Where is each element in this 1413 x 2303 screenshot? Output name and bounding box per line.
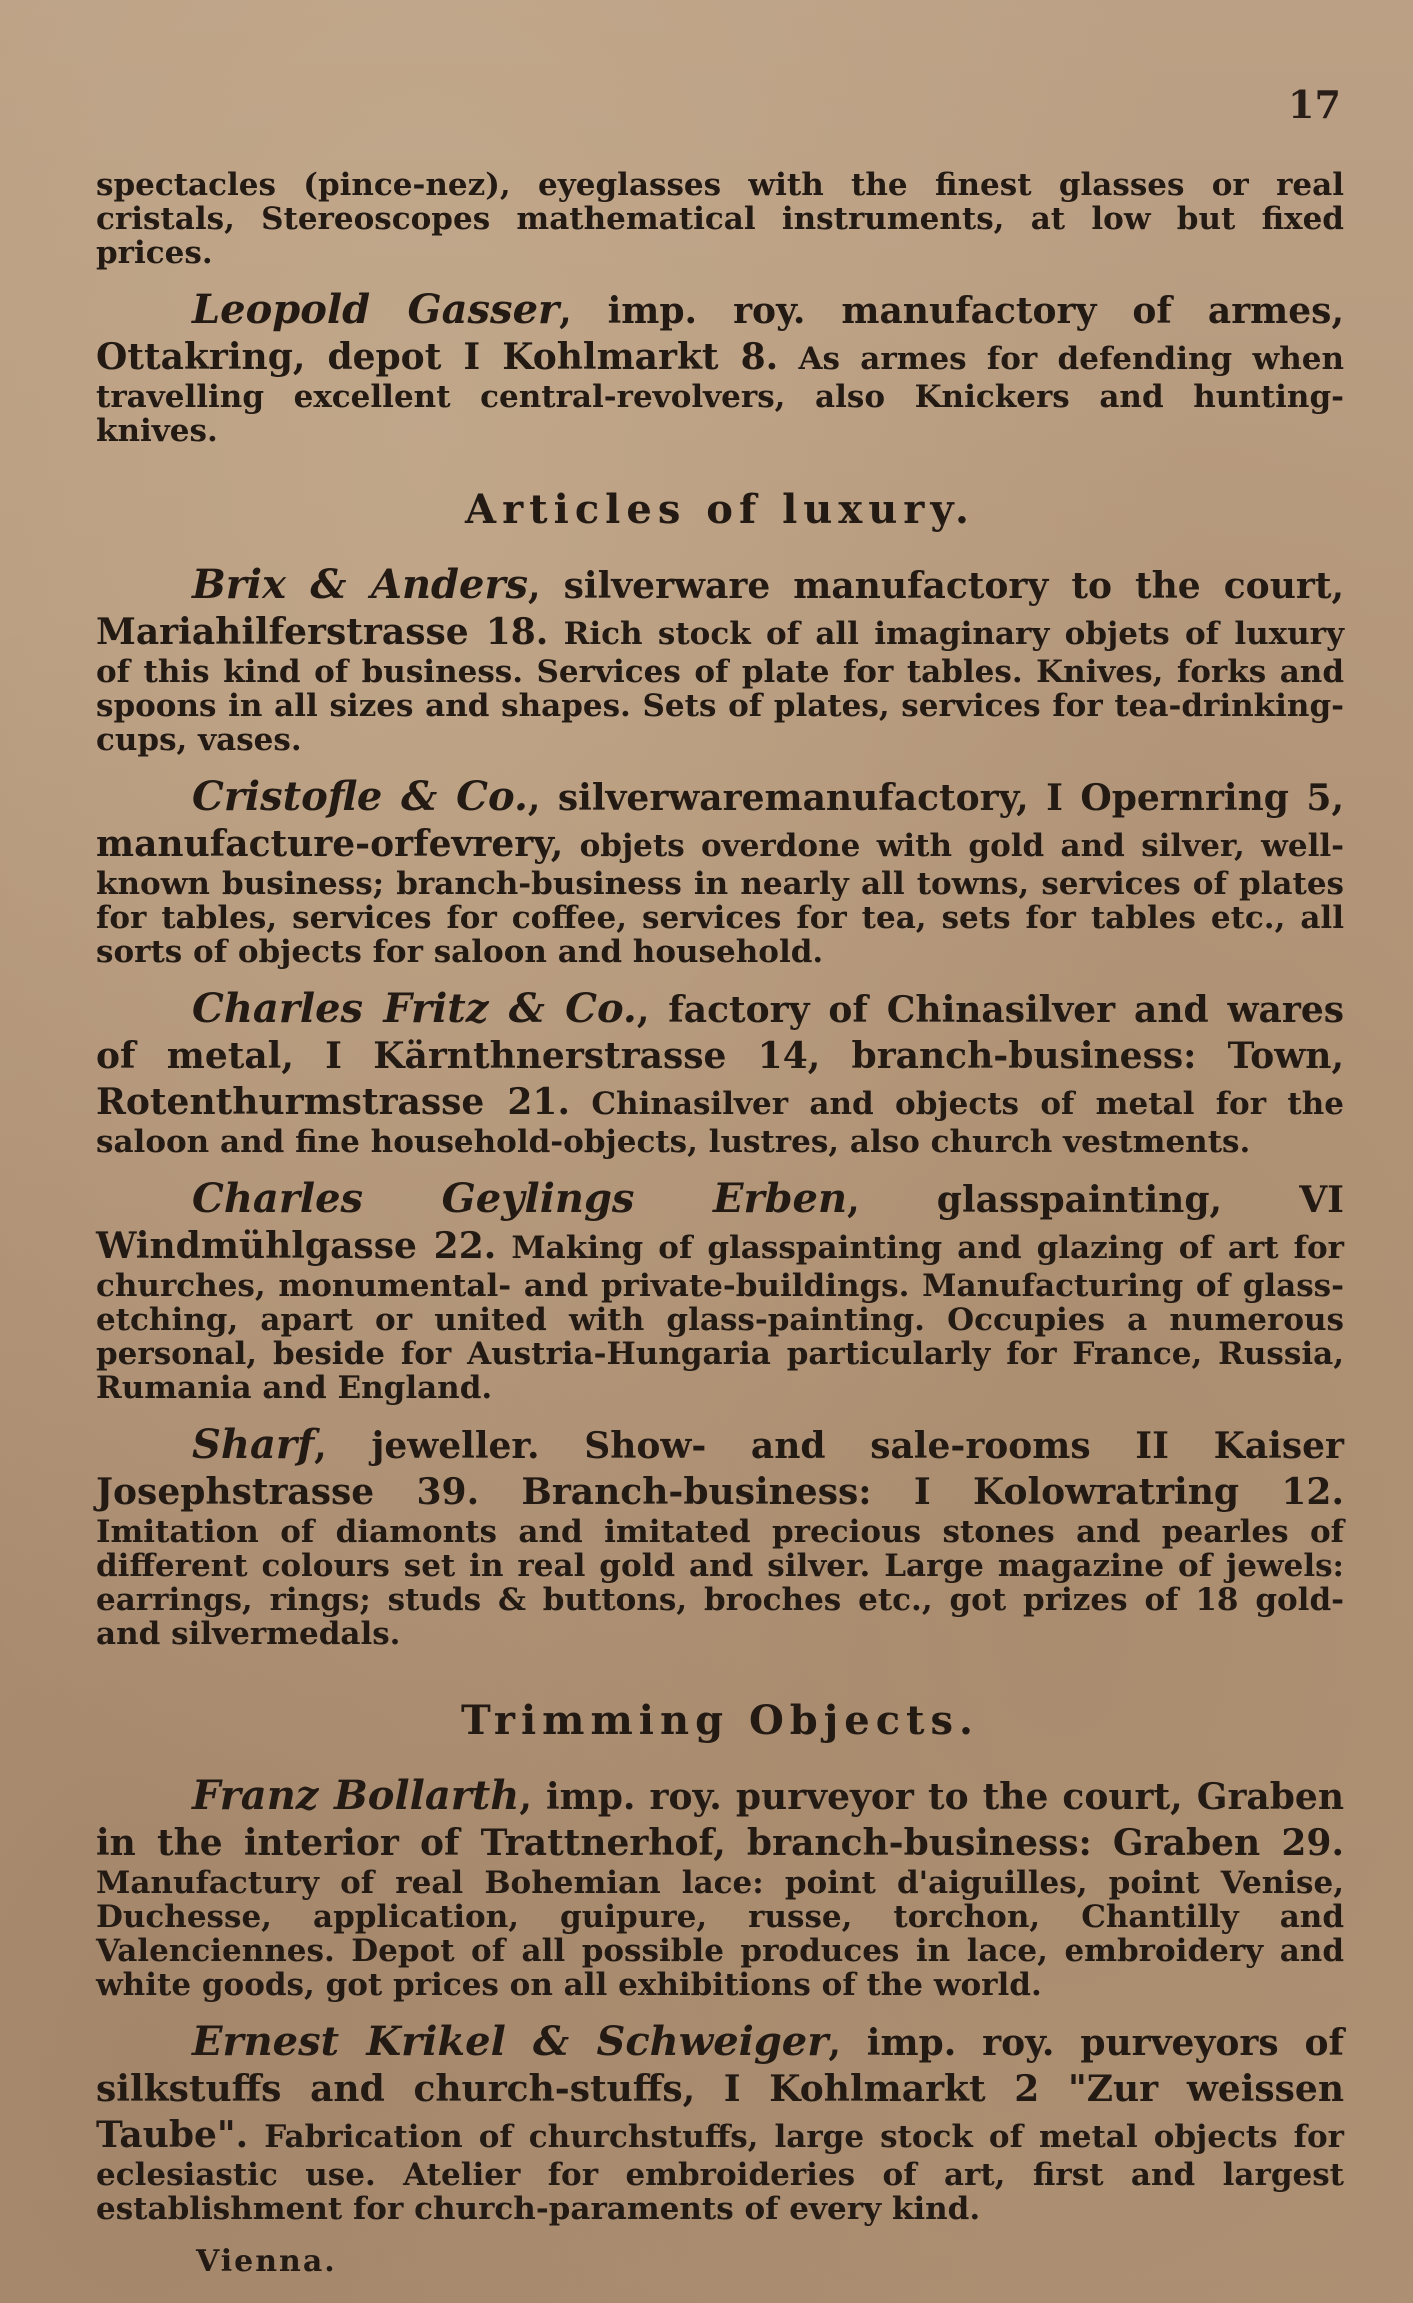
- entry-paragraph: [96, 2020, 1344, 2226]
- entry-paragraph: [96, 1423, 1344, 1651]
- entry-paragraph: [96, 987, 1344, 1159]
- firm-name: Sharf: [192, 1421, 315, 1468]
- entry-details: Making of glasspainting and glazing of art for churches, monumental- and private-buildings. Manufacturing of glass-etching, apart or united with glass-painting. Occupies a numerous personal, beside for Austria-Hungaria particularly for France, Russia, Rumania and England.: [96, 1230, 1344, 1406]
- firm-name: Ernest Krikel & Schweiger: [192, 2018, 829, 2065]
- entry-details: Rich stock of all imaginary objets of luxury of this kind of business. Services of plate for tables. Knives, forks and spoons in all sizes and shapes. Sets of plates, services for tea-drinking-cups, vases.: [96, 616, 1345, 758]
- entry-paragraph: [96, 1177, 1344, 1405]
- firm-name: Charles Fritz & Co.: [192, 985, 637, 1032]
- entry-paragraph: [96, 563, 1344, 757]
- body-text: [96, 168, 1344, 2279]
- entry-details: objets overdone with gold and silver, well-known business; branch-business in nearly all towns, services of plates for tables, services for coffee, services for tea, sets for tables etc., all sorts of objects for saloon and household.: [96, 828, 1344, 970]
- entry-lead: , imp. roy. purveyors of silkstuffs and church-stuffs, I Kohlmarkt 2 "Zur weissen Taube".: [96, 2022, 1344, 2156]
- section-heading-trimming: Trimming Objects.: [461, 1697, 979, 1744]
- entry-lead: , silverware manufactory to the court, Mariahilferstrasse 18.: [96, 565, 1344, 653]
- entry-paragraph: [96, 775, 1344, 969]
- entry-lead: , jeweller. Show- and sale-rooms II Kaiser Josephstrasse 39. Branch-business: I Kolowratring 12.: [96, 1425, 1344, 1513]
- entry-lead: , glasspainting, VI Windmühlgasse 22.: [96, 1179, 1344, 1267]
- entry-details: Imitation of diamonts and imitated precious stones and pearles of different colours set in real gold and silver. Large magazine of jewels: earrings, rings; studs & buttons, broches etc., got prizes of 18 gold- and silvermedals.: [96, 1514, 1344, 1652]
- section-heading-luxury: Articles of luxury.: [465, 486, 975, 533]
- entry-lead: , imp. roy. purveyor to the court, Graben in the interior of Trattnerhof, branch-business: Graben 29.: [96, 1776, 1345, 1864]
- page-number: 17: [1288, 82, 1341, 127]
- entry-details: As armes for defending when travelling excellent central-revolvers, also Knickers and hunting-knives.: [96, 341, 1344, 449]
- intro-paragraph: spectacles (pince-nez), eyeglasses with the finest glasses or real cristals, Stereoscopes mathematical instruments, at low but fixed prices.: [96, 167, 1344, 271]
- entry-paragraph: [96, 288, 1344, 448]
- firm-name: Brix & Anders: [192, 561, 529, 608]
- place-signature: Vienna.: [196, 2244, 337, 2279]
- firm-name: Cristofle & Co.: [192, 773, 528, 820]
- firm-name: Franz Bollarth: [192, 1772, 520, 1819]
- firm-name: Leopold Gasser: [192, 286, 560, 333]
- entry-lead: , factory of Chinasilver and wares of metal, I Kärnthnerstrasse 14, branch-business: Town, Rotenthurmstrasse 21.: [96, 989, 1345, 1123]
- entry-details: Manufactury of real Bohemian lace: point d'aiguilles, point Venise, Duchesse, application, guipure, russe, torchon, Chantilly and Valenciennes. Depot of all possible produces in lace, embroidery and white goods, got prices on all exhibitions of the world.: [96, 1865, 1344, 2003]
- firm-name: Charles Geylings Erben: [192, 1175, 848, 1222]
- entry-lead: , imp. roy. manufactory of armes, Ottakring, depot I Kohlmarkt 8.: [96, 290, 1344, 378]
- entry-details: Fabrication of churchstuffs, large stock of metal objects for eclesiastic use. Atelier for embroideries of art, first and largest establishment for church-paraments of every kind.: [96, 2119, 1344, 2227]
- entry-lead: , silverwaremanufactory, I Opernring 5, manufacture-orfevrery,: [96, 777, 1344, 865]
- entry-paragraph: [96, 1774, 1344, 2002]
- entry-details: Chinasilver and objects of metal for the saloon and fine household-objects, lustres, also church vestments.: [96, 1086, 1344, 1160]
